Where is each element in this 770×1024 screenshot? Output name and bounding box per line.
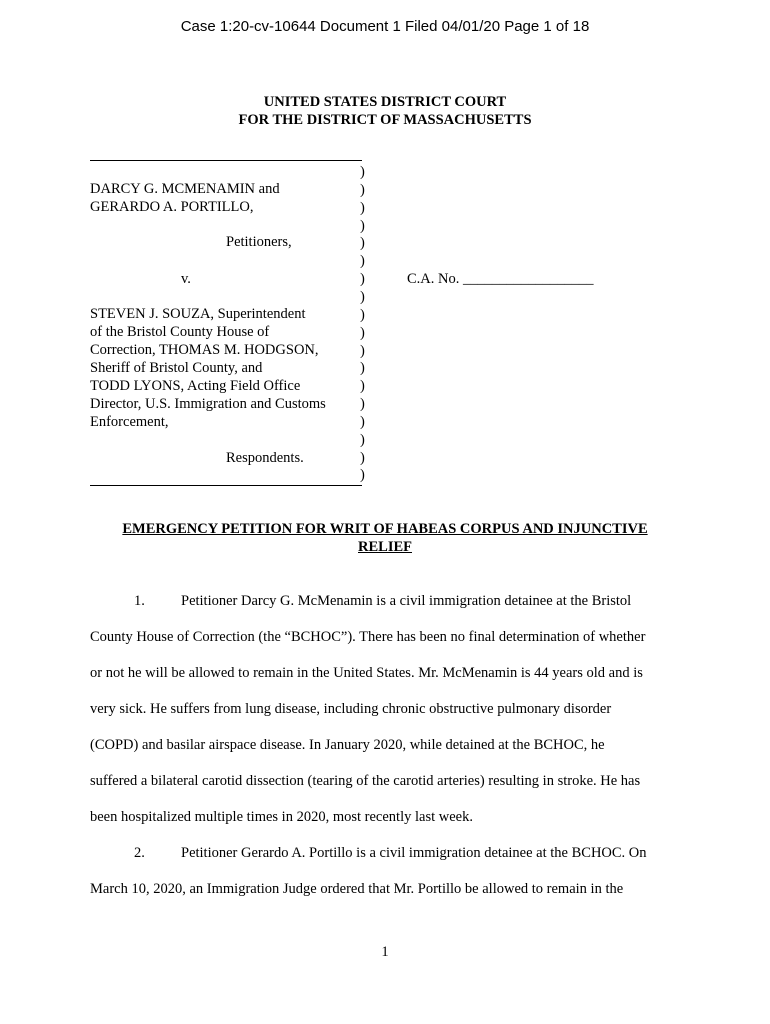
caption-petitioner-1: DARCY G. MCMENAMIN and — [90, 181, 280, 197]
paragraph-1-line: Petitioner Darcy G. McMenamin is a civil immigration detainee at the Bristol — [181, 593, 632, 609]
court-name-line1: UNITED STATES DISTRICT COURT — [263, 94, 507, 110]
paragraph-1-line: suffered a bilateral carotid dissection (tearing of the carotid arteries) resulting in stroke. He has — [90, 773, 641, 789]
caption-paren: ) — [360, 199, 365, 216]
caption-respondent-2: of the Bristol County House of — [90, 324, 270, 340]
caption-paren: ) — [360, 235, 365, 252]
caption-petitioner-2: GERARDO A. PORTILLO, — [90, 199, 254, 215]
caption-paren: ) — [360, 288, 365, 305]
document-title-line1: EMERGENCY PETITION FOR WRIT OF HABEAS CORPUS AND INJUNCTIVE — [122, 521, 648, 537]
page-number: 1 — [381, 944, 389, 960]
caption-paren: ) — [360, 324, 365, 341]
case-number-field: C.A. No. __________________ — [407, 271, 594, 287]
caption-paren: ) — [360, 431, 365, 448]
caption-bottom-rule — [90, 485, 362, 486]
caption-respondent-1: STEVEN J. SOUZA, Superintendent — [90, 306, 306, 322]
caption-paren: ) — [360, 360, 365, 377]
caption-respondent-4: Sheriff of Bristol County, and — [90, 360, 263, 376]
paragraph-1-line: County House of Correction (the “BCHOC”). There has been no final determination of whether — [90, 629, 646, 645]
caption-paren: ) — [360, 413, 365, 430]
paragraph-1-line: (COPD) and basilar airspace disease. In January 2020, while detained at the BCHOC, he — [90, 737, 605, 753]
caption-respondent-5: TODD LYONS, Acting Field Office — [90, 378, 301, 394]
caption-respondents-label: Respondents. — [226, 450, 304, 466]
caption-paren: ) — [360, 467, 365, 484]
caption-paren: ) — [360, 217, 365, 234]
caption-paren: ) — [360, 253, 365, 270]
paragraph-1-line: very sick. He suffers from lung disease, including chronic obstructive pulmonary disorder — [90, 701, 612, 717]
paragraph-2-line: March 10, 2020, an Immigration Judge ordered that Mr. Portillo be allowed to remain in the — [90, 881, 624, 897]
caption-paren: ) — [360, 306, 365, 323]
caption-paren: ) — [360, 164, 365, 180]
paragraph-1-number: 1. — [134, 593, 145, 609]
paragraph-1-line: been hospitalized multiple times in 2020, most recently last week. — [90, 809, 473, 825]
caption-respondent-7: Enforcement, — [90, 414, 169, 430]
paragraph-2-line: Petitioner Gerardo A. Portillo is a civil immigration detainee at the BCHOC. On — [181, 845, 647, 861]
caption-paren: ) — [360, 342, 365, 359]
caption-top-rule — [90, 160, 362, 161]
caption-paren: ) — [360, 181, 365, 198]
caption-versus: v. — [181, 271, 191, 287]
caption-paren: ) — [360, 378, 365, 395]
paragraph-2-number: 2. — [134, 845, 145, 861]
caption-paren: ) — [360, 396, 365, 413]
court-name-line2: FOR THE DISTRICT OF MASSACHUSETTS — [238, 112, 532, 128]
document-title-line2: RELIEF — [358, 539, 412, 555]
caption-petitioners-label: Petitioners, — [226, 234, 292, 250]
caption-paren: ) — [360, 449, 365, 466]
paragraph-1-line: or not he will be allowed to remain in the United States. Mr. McMenamin is 44 years old and is — [90, 665, 643, 681]
caption-respondent-3: Correction, THOMAS M. HODGSON, — [90, 342, 319, 358]
caption-respondent-6: Director, U.S. Immigration and Customs — [90, 396, 326, 412]
caption-paren: ) — [360, 271, 365, 288]
case-header: Case 1:20-cv-10644 Document 1 Filed 04/01/20 Page 1 of 18 — [180, 18, 590, 35]
